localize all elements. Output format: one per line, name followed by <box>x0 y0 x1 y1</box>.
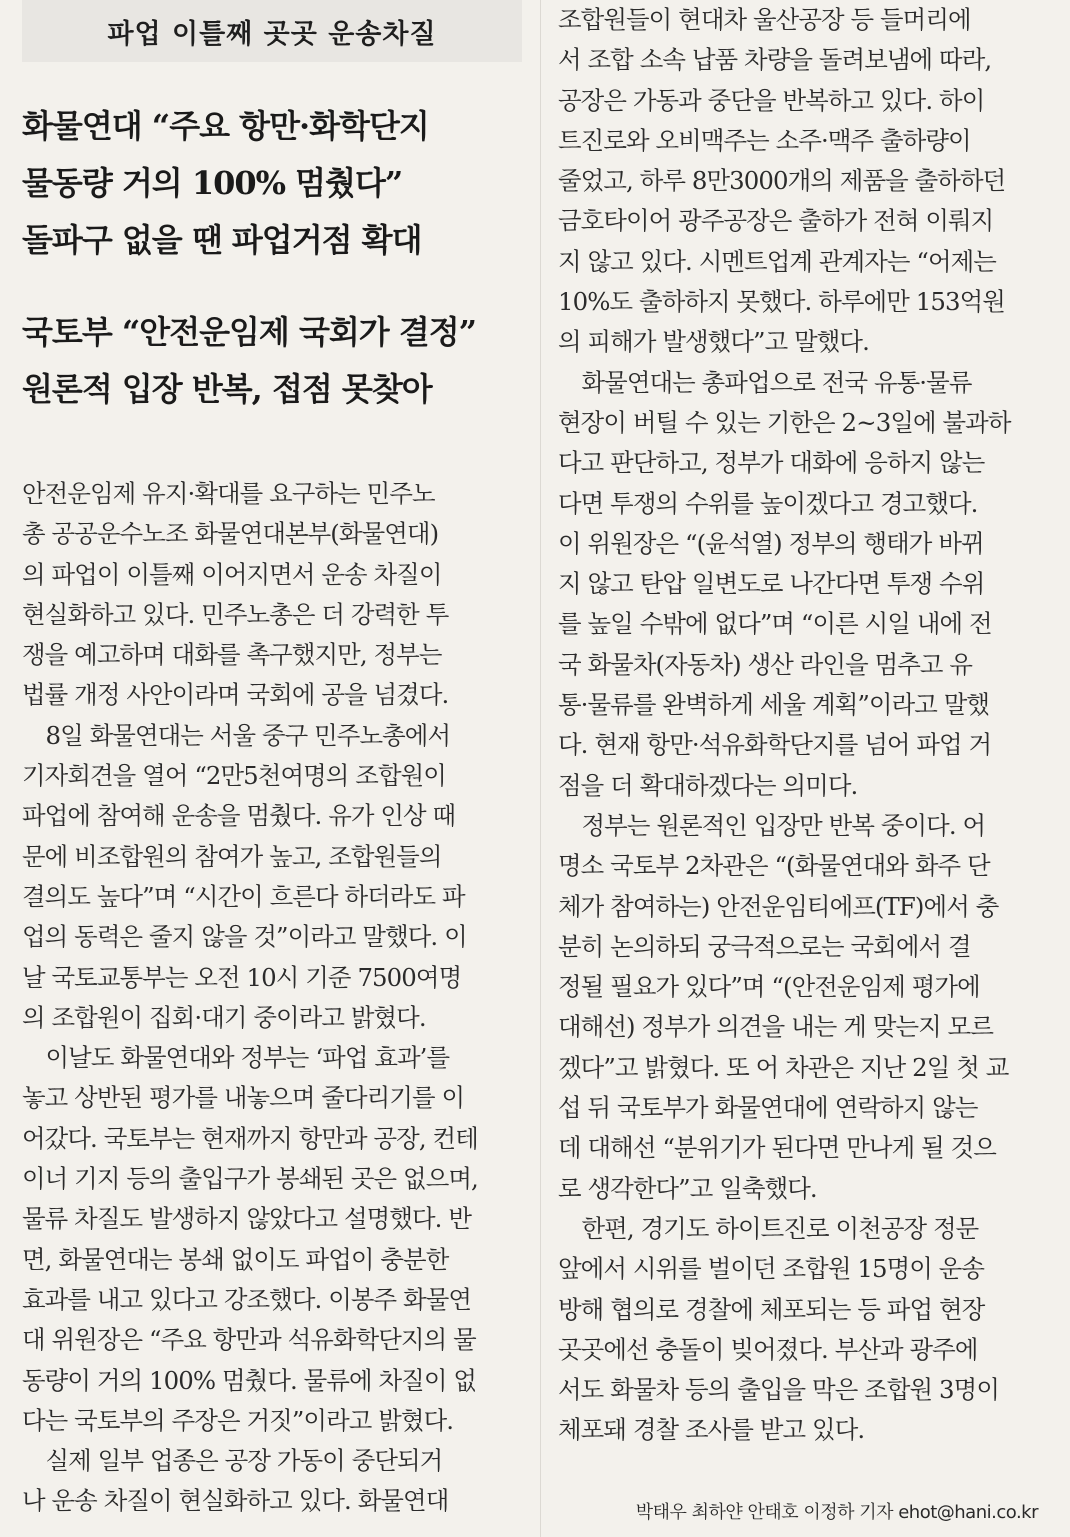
body-line: 현실화하고 있다. 민주노총은 더 강력한 투 <box>22 599 449 629</box>
body-line: 의 파업이 이틀째 이어지면서 운송 차질이 <box>22 559 442 589</box>
body-line: 체가 참여하는) 안전운임티에프(TF)에서 충 <box>558 891 999 921</box>
body-line: 명소 국토부 2차관은 “(화물연대와 화주 단 <box>558 851 990 881</box>
body-line: 분히 논의하되 궁극적으로는 국회에서 결 <box>558 931 971 961</box>
body-line: 앞에서 시위를 벌이던 조합원 15명이 운송 <box>558 1254 985 1284</box>
body-line: 날 국토교통부는 오전 10시 기준 7500여명 <box>22 962 462 992</box>
body-line: 안전운임제 유지·확대를 요구하는 민주노 <box>22 479 435 508</box>
body-line: 이날도 화물연대와 정부는 ‘파업 효과’를 <box>22 1043 450 1073</box>
body-line: 실제 일부 업종은 공장 가동이 중단되거 <box>22 1446 443 1476</box>
body-line: 의 피해가 발생했다”고 말했다. <box>558 327 869 357</box>
body-line: 효과를 내고 있다고 강조했다. 이봉주 화물연 <box>22 1284 472 1314</box>
body-line: 공장은 가동과 중단을 반복하고 있다. 하이 <box>558 85 985 115</box>
body-line: 다. 현재 항만·석유화학단지를 넘어 파업 거 <box>558 730 992 760</box>
body-line: 법률 개정 사안이라며 국회에 공을 넘겼다. <box>22 680 449 710</box>
headline-line: 물동량 거의 100% 멈췄다” <box>22 164 403 202</box>
body-line: 다는 국토부의 주장은 거짓”이라고 밝혔다. <box>22 1405 454 1435</box>
left-column <box>22 0 522 1522</box>
body-line: 조합원들이 현대차 울산공장 등 들머리에 <box>558 5 971 34</box>
body-line: 이 위원장은 “(윤석열) 정부의 행태가 바뀌 <box>558 528 984 558</box>
right-column <box>558 0 1058 1451</box>
body-line: 물류 차질도 발생하지 않았다고 설명했다. 반 <box>22 1204 472 1234</box>
body-line: 나 운송 차질이 현실화하고 있다. 화물연대 <box>22 1486 449 1516</box>
article-body-left <box>22 474 522 1522</box>
body-line: 의 조합원이 집회·대기 중이라고 밝혔다. <box>22 1002 426 1032</box>
body-line: 결의도 높다”며 “시간이 흐른다 하더라도 파 <box>22 881 465 911</box>
body-line: 문에 비조합원의 참여가 높고, 조합원들의 <box>22 841 442 871</box>
body-line: 정될 필요가 있다”며 “(안전운임제 평가에 <box>558 972 980 1002</box>
body-line: 업의 동력은 줄지 않을 것”이라고 말했다. 이 <box>22 922 467 952</box>
column-divider <box>540 0 541 1537</box>
body-line: 로 생각한다”고 일축했다. <box>558 1173 817 1203</box>
body-line: 지 않고 탄압 일변도로 나간다면 투쟁 수위 <box>558 569 985 599</box>
headline-line: 화물연대 “주요 항만·화학단지 <box>22 107 429 145</box>
body-line: 서도 화물차 등의 출입을 막은 조합원 3명이 <box>558 1375 999 1405</box>
body-line: 서 조합 소속 납품 차량을 돌려보냄에 따라, <box>558 45 992 75</box>
subheadline-line: 원론적 입장 반복, 접점 못찾아 <box>22 370 432 408</box>
body-line: 트진로와 오비맥주는 소주·맥주 출하량이 <box>558 125 971 155</box>
article-body-right <box>558 0 1058 1451</box>
body-line: 점을 더 확대하겠다는 의미다. <box>558 770 858 800</box>
body-line: 총 공공운수노조 화물연대본부(화물연대) <box>22 519 439 549</box>
headline-sub <box>22 304 522 418</box>
body-line: 파업에 참여해 운송을 멈췄다. 유가 인상 때 <box>22 801 456 831</box>
body-line: 지 않고 있다. 시멘트업계 관계자는 “어제는 <box>558 246 996 276</box>
body-line: 기자회견을 열어 “2만5천여명의 조합원이 <box>22 761 446 791</box>
headline-line: 돌파구 없을 땐 파업거점 확대 <box>22 221 422 259</box>
body-line: 체포돼 경찰 조사를 받고 있다. <box>558 1415 865 1445</box>
body-line: 금호타이어 광주공장은 출하가 전혀 이뤄지 <box>558 206 994 236</box>
body-line: 쟁을 예고하며 대화를 촉구했지만, 정부는 <box>22 640 442 670</box>
body-line: 대해선) 정부가 의견을 내는 게 맞는지 모르 <box>558 1012 993 1042</box>
body-line: 현장이 버틸 수 있는 기한은 2~3일에 불과하 <box>558 407 1011 437</box>
body-line: 데 대해선 “분위기가 된다면 만나게 될 것으 <box>558 1133 996 1163</box>
body-line: 어갔다. 국토부는 현재까지 항만과 공장, 컨테 <box>22 1123 478 1153</box>
subheadline-line: 국토부 “안전운임제 국회가 결정” <box>22 313 477 351</box>
body-line: 이너 기지 등의 출입구가 봉쇄된 곳은 없으며, <box>22 1164 478 1194</box>
body-line: 면, 화물연대는 봉쇄 없이도 파업이 충분한 <box>22 1244 449 1274</box>
body-line: 다고 판단하고, 정부가 대화에 응하지 않는 <box>558 448 985 478</box>
body-line: 10%도 출하하지 못했다. 하루에만 153억원 <box>558 287 1005 317</box>
article-kicker: 파업 이틀째 곳곳 운송차질 <box>22 0 522 62</box>
body-line: 통·물류를 완벽하게 세울 계획”이라고 말했 <box>558 690 990 720</box>
body-line: 놓고 상반된 평가를 내놓으며 줄다리기를 이 <box>22 1083 465 1113</box>
body-line: 곳곳에선 충돌이 빚어졌다. 부산과 광주에 <box>558 1334 978 1364</box>
byline: 박태우 최하얀 안태호 이정하 기자 ehot@hani.co.kr <box>635 1502 1038 1523</box>
body-line: 화물연대는 총파업으로 전국 유통·물류 <box>558 367 972 397</box>
body-line: 방해 협의로 경찰에 체포되는 등 파업 현장 <box>558 1294 985 1324</box>
body-line: 겠다”고 밝혔다. 또 어 차관은 지난 2일 첫 교 <box>558 1052 1009 1082</box>
body-line: 정부는 원론적인 입장만 반복 중이다. 어 <box>558 810 986 840</box>
body-line: 동량이 거의 100% 멈췄다. 물류에 차질이 없 <box>22 1365 477 1395</box>
body-line: 국 화물차(자동차) 생산 라인을 멈추고 유 <box>558 649 973 679</box>
body-line: 줄었고, 하루 8만3000개의 제품을 출하하던 <box>558 166 1006 196</box>
body-line: 한편, 경기도 하이트진로 이천공장 정문 <box>558 1213 979 1243</box>
body-line: 섭 뒤 국토부가 화물연대에 연락하지 않는 <box>558 1093 978 1123</box>
body-line: 를 높일 수밖에 없다”며 “이른 시일 내에 전 <box>558 609 992 639</box>
body-line: 다면 투쟁의 수위를 높이겠다고 경고했다. <box>558 488 978 518</box>
headline-main <box>22 98 522 269</box>
body-line: 대 위원장은 “주요 항만과 석유화학단지의 물 <box>22 1325 476 1355</box>
body-line: 8일 화물연대는 서울 중구 민주노총에서 <box>22 720 451 750</box>
